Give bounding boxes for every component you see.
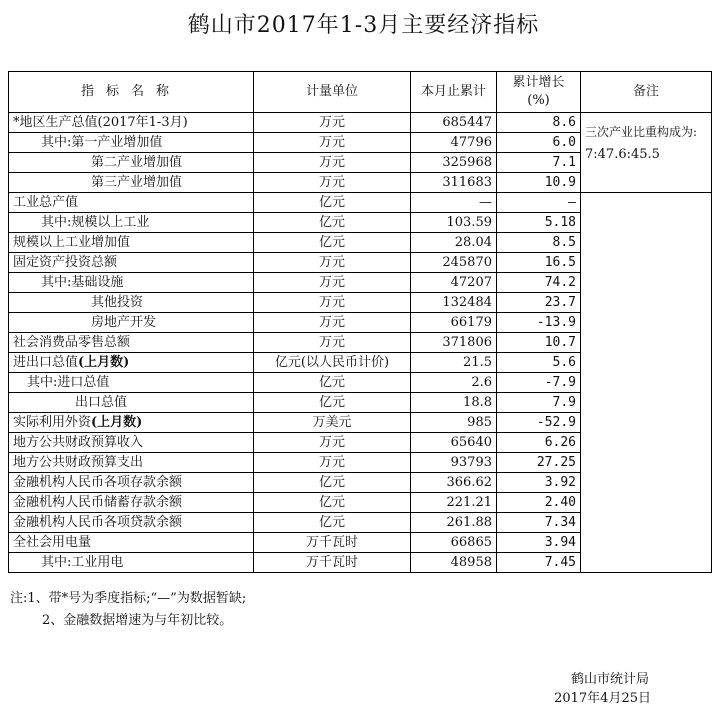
row-name: 金融机构人民币储蓄存款余额 bbox=[9, 493, 254, 513]
row-name: *地区生产总值(2017年1-3月) bbox=[9, 113, 254, 133]
row-growth: 16.5 bbox=[497, 253, 581, 273]
header-growth-line1: 累计增长 bbox=[512, 75, 565, 90]
header-note: 备注 bbox=[581, 72, 712, 113]
row-growth: 6.26 bbox=[497, 433, 581, 453]
row-unit: 亿元 bbox=[254, 373, 411, 393]
table-row bbox=[9, 253, 712, 273]
row-unit: 万元 bbox=[254, 133, 411, 153]
row-growth: 74.2 bbox=[497, 273, 581, 293]
row-name: 房地产开发 bbox=[9, 313, 254, 333]
row-cumulative: 93793 bbox=[411, 453, 497, 473]
note-empty bbox=[581, 253, 712, 273]
table-row bbox=[9, 413, 712, 433]
row-growth: 7.9 bbox=[497, 393, 581, 413]
row-cumulative: 685447 bbox=[411, 113, 497, 133]
footnote-1: 注:1、带*号为季度指标;“—”为数据暂缺; bbox=[10, 591, 247, 606]
table-row bbox=[9, 293, 712, 313]
table-row bbox=[9, 313, 712, 333]
row-growth: 3.94 bbox=[497, 533, 581, 553]
row-cumulative: 65640 bbox=[411, 433, 497, 453]
row-growth: 7.45 bbox=[497, 553, 581, 573]
table-row bbox=[9, 113, 712, 133]
row-cumulative: 221.21 bbox=[411, 493, 497, 513]
row-name: 其中:进口总值 bbox=[9, 373, 254, 393]
row-unit: 亿元 bbox=[254, 193, 411, 213]
note-empty bbox=[581, 433, 712, 453]
row-name: 固定资产投资总额 bbox=[9, 253, 254, 273]
row-name: 工业总产值 bbox=[9, 193, 254, 213]
row-name-suffix: (上月数) bbox=[91, 415, 143, 430]
row-name-suffix: (上月数) bbox=[78, 355, 130, 370]
table-row bbox=[9, 553, 712, 573]
row-unit: 万元 bbox=[254, 253, 411, 273]
row-unit: 万元 bbox=[254, 333, 411, 353]
note-text: 三次产业比重构成为: bbox=[585, 125, 698, 139]
header-growth-line2: (%) bbox=[527, 93, 550, 108]
table-row bbox=[9, 493, 712, 513]
row-growth: 7.1 bbox=[497, 153, 581, 173]
header-unit: 计量单位 bbox=[254, 72, 411, 113]
table-row bbox=[9, 433, 712, 453]
row-cumulative: 311683 bbox=[411, 173, 497, 193]
row-growth: 10.7 bbox=[497, 333, 581, 353]
row-unit: 万千瓦时 bbox=[254, 553, 411, 573]
row-growth: -7.9 bbox=[497, 373, 581, 393]
row-name: 规模以上工业增加值 bbox=[9, 233, 254, 253]
table-row bbox=[9, 373, 712, 393]
row-name: 其中:第一产业增加值 bbox=[9, 133, 254, 153]
row-growth: 6.0 bbox=[497, 133, 581, 153]
row-cumulative: 371806 bbox=[411, 333, 497, 353]
header-growth bbox=[497, 72, 581, 113]
row-unit: 万元 bbox=[254, 273, 411, 293]
row-growth: 27.25 bbox=[497, 453, 581, 473]
row-unit: 亿元 bbox=[254, 233, 411, 253]
row-name: 其中:基础设施 bbox=[9, 273, 254, 293]
row-unit: 亿元 bbox=[254, 213, 411, 233]
row-cumulative: 47796 bbox=[411, 133, 497, 153]
table-row bbox=[9, 353, 712, 373]
note-empty bbox=[581, 493, 712, 513]
row-unit: 万元 bbox=[254, 453, 411, 473]
row-name: 全社会用电量 bbox=[9, 533, 254, 553]
row-name: 社会消费品零售总额 bbox=[9, 333, 254, 353]
row-unit: 万元 bbox=[254, 293, 411, 313]
note-empty bbox=[581, 313, 712, 333]
row-cumulative: 325968 bbox=[411, 153, 497, 173]
row-cumulative: 261.88 bbox=[411, 513, 497, 533]
note-empty bbox=[581, 413, 712, 433]
row-cumulative: 985 bbox=[411, 413, 497, 433]
row-cumulative: 28.04 bbox=[411, 233, 497, 253]
header-cumulative: 本月止累计 bbox=[411, 72, 497, 113]
note-empty bbox=[581, 193, 712, 213]
row-name: 金融机构人民币各项贷款余额 bbox=[9, 513, 254, 533]
row-cumulative: 366.62 bbox=[411, 473, 497, 493]
row-cumulative: 66865 bbox=[411, 533, 497, 553]
row-unit: 亿元(以人民币计价) bbox=[254, 353, 411, 373]
row-name: 地方公共财政预算支出 bbox=[9, 453, 254, 473]
note-empty bbox=[581, 473, 712, 493]
row-unit: 亿元 bbox=[254, 473, 411, 493]
row-growth: 3.92 bbox=[497, 473, 581, 493]
table-row bbox=[9, 273, 712, 293]
footnote-2: 2、金融数据增速为与年初比较。 bbox=[42, 613, 233, 628]
row-growth: 5.18 bbox=[497, 213, 581, 233]
note-empty bbox=[581, 513, 712, 533]
row-name: 其中:规模以上工业 bbox=[9, 213, 254, 233]
row-name: 第三产业增加值 bbox=[9, 173, 254, 193]
note-empty bbox=[581, 393, 712, 413]
row-cumulative: 66179 bbox=[411, 313, 497, 333]
row-unit: 万元 bbox=[254, 173, 411, 193]
row-unit: 亿元 bbox=[254, 393, 411, 413]
note-empty bbox=[581, 373, 712, 393]
row-name: 其他投资 bbox=[9, 293, 254, 313]
row-cumulative: 48958 bbox=[411, 553, 497, 573]
signature-date: 2017年4月25日 bbox=[554, 691, 651, 706]
row-cumulative: 18.8 bbox=[411, 393, 497, 413]
row-name-text: 实际利用外资 bbox=[13, 415, 92, 430]
row-growth: -13.9 bbox=[497, 313, 581, 333]
table-row bbox=[9, 193, 712, 213]
table-row bbox=[9, 473, 712, 493]
note-empty bbox=[581, 453, 712, 473]
note-ratio: 7:47.6:45.5 bbox=[585, 147, 660, 162]
row-name bbox=[9, 413, 254, 433]
note-empty bbox=[581, 553, 712, 573]
signature-org: 鹤山市统计局 bbox=[570, 672, 649, 687]
row-name bbox=[9, 353, 254, 373]
row-unit: 万元 bbox=[254, 433, 411, 453]
row-unit: 万美元 bbox=[254, 413, 411, 433]
row-growth: 10.9 bbox=[497, 173, 581, 193]
row-name-text: 进出口总值 bbox=[13, 355, 79, 370]
row-name: 第二产业增加值 bbox=[9, 153, 254, 173]
row-cumulative: 21.5 bbox=[411, 353, 497, 373]
row-cumulative: 47207 bbox=[411, 273, 497, 293]
row-growth: 7.34 bbox=[497, 513, 581, 533]
row-name: 金融机构人民币各项存款余额 bbox=[9, 473, 254, 493]
note-empty bbox=[581, 533, 712, 553]
row-cumulative: 132484 bbox=[411, 293, 497, 313]
table-row bbox=[9, 233, 712, 253]
row-name: 出口总值 bbox=[9, 393, 254, 413]
note-cell bbox=[581, 113, 712, 193]
row-growth: 8.5 bbox=[497, 233, 581, 253]
row-name: 地方公共财政预算收入 bbox=[9, 433, 254, 453]
note-empty bbox=[581, 353, 712, 373]
note-empty bbox=[581, 233, 712, 253]
row-unit: 亿元 bbox=[254, 493, 411, 513]
header-indicator-name: 指标名称 bbox=[9, 72, 254, 113]
table-row bbox=[9, 513, 712, 533]
note-empty bbox=[581, 293, 712, 313]
row-cumulative: 103.59 bbox=[411, 213, 497, 233]
row-growth: — bbox=[497, 193, 581, 213]
row-cumulative: — bbox=[411, 193, 497, 213]
row-growth: 5.6 bbox=[497, 353, 581, 373]
row-cumulative: 245870 bbox=[411, 253, 497, 273]
indicators-table bbox=[8, 71, 712, 573]
row-name: 其中:工业用电 bbox=[9, 553, 254, 573]
row-unit: 万千瓦时 bbox=[254, 533, 411, 553]
row-growth: 2.40 bbox=[497, 493, 581, 513]
row-growth: -52.9 bbox=[497, 413, 581, 433]
table-header-row bbox=[9, 72, 712, 113]
table-row bbox=[9, 453, 712, 473]
row-cumulative: 2.6 bbox=[411, 373, 497, 393]
table-row bbox=[9, 393, 712, 413]
row-growth: 8.6 bbox=[497, 113, 581, 133]
row-unit: 万元 bbox=[254, 313, 411, 333]
table-row bbox=[9, 213, 712, 233]
table-row bbox=[9, 333, 712, 353]
table-row bbox=[9, 533, 712, 553]
note-empty bbox=[581, 333, 712, 353]
row-growth: 23.7 bbox=[497, 293, 581, 313]
row-unit: 万元 bbox=[254, 113, 411, 133]
note-empty bbox=[581, 213, 712, 233]
row-unit: 亿元 bbox=[254, 513, 411, 533]
row-unit: 万元 bbox=[254, 153, 411, 173]
note-empty bbox=[581, 273, 712, 293]
page-title: 鹤山市2017年1-3月主要经济指标 bbox=[187, 13, 540, 38]
